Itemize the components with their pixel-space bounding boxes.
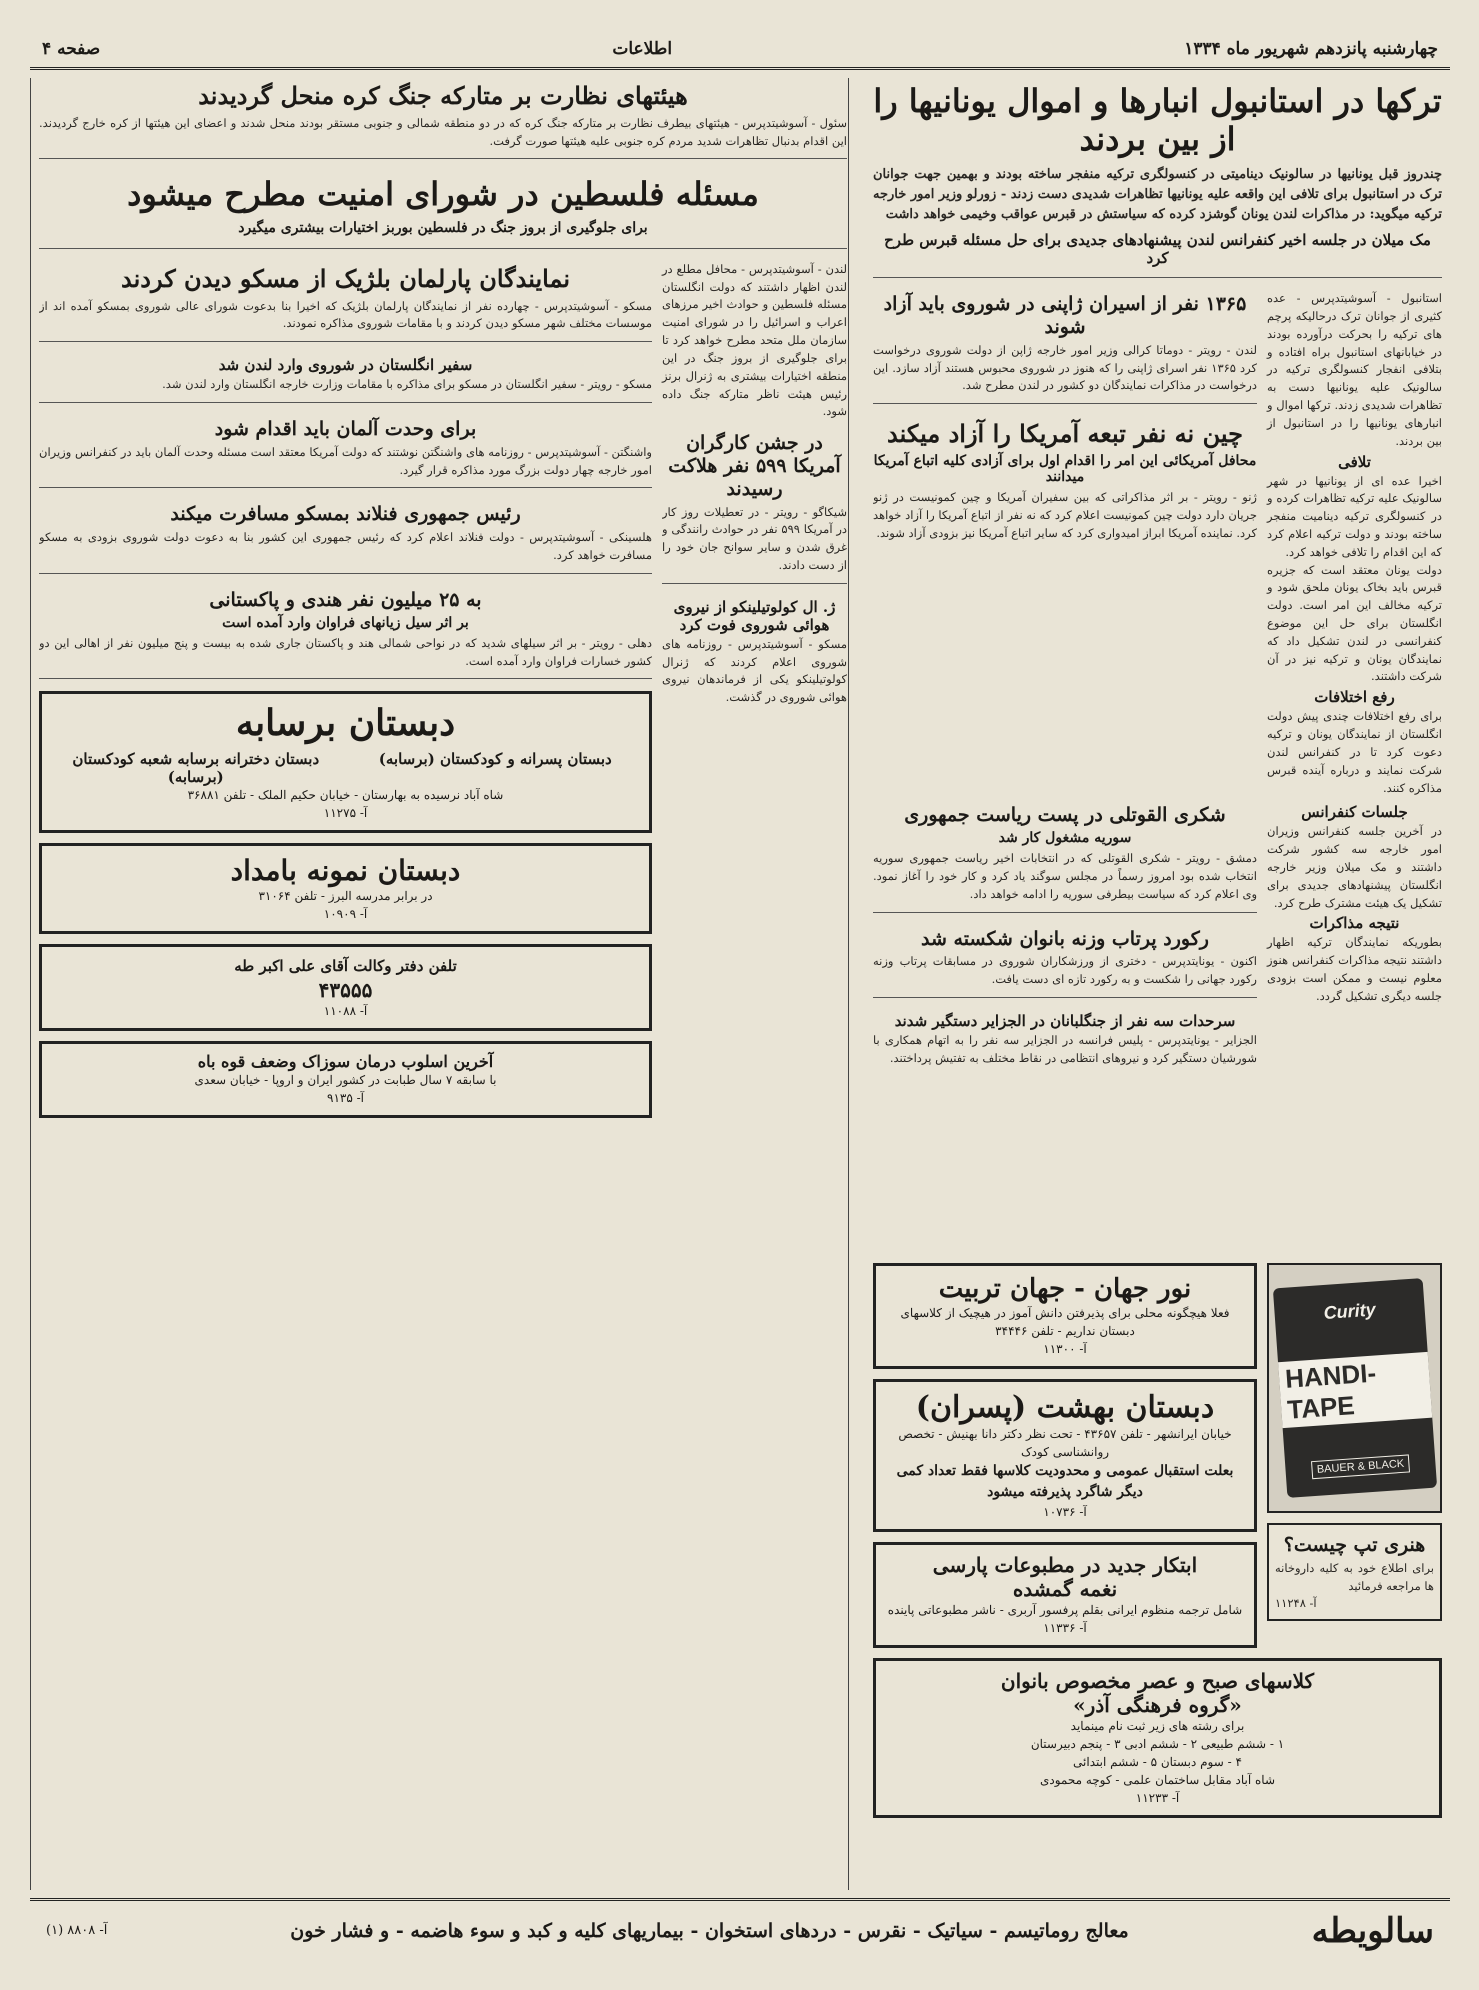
body: الجزایر - یونایتدپرس - پلیس فرانسه در الجزایر سه نفر را به اتهام همکاری با شورشیان دستگیر کرد و نیروهای انتظامی در نقاط مختلف به تفتیش پرداختند. xyxy=(873,1032,1257,1065)
ad-title: آخرین اسلوب درمان سوزاک وضعف قوه باه xyxy=(197,1051,494,1071)
result-body: بطوریکه نمایندگان ترکیه اظهار داشتند نتیجه مذاکرات کنفرانس هنوز معلوم نیست و ممکن است بزودی جلسه دیگری تشکیل گردد. xyxy=(1267,935,1442,1003)
body: مسکو - آسوشیتدپرس - چهارده نفر از نمایندگان پارلمان بلژیک که اخیرا بنا بدعوت شورای عالی شوروی بمسکو آمده اند از موسسات مختلف شهر مسکو دیدن کردند و با مقامات شوروی مذاکره نمودند. xyxy=(39,298,652,331)
headline: سرحدات سه نفر از جنگلبانان در الجزایر دستگیر شدند xyxy=(894,1011,1236,1030)
issue-date: چهارشنبه پانزدهم شهریور ماه ۱۳۳۴ xyxy=(1184,38,1438,59)
page-number: صفحه ۴ xyxy=(42,38,101,59)
resolve-body: برای رفع اختلافات چندی پیش دولت انگلستان از نمایندگان یونان و ترکیه دعوت کرد تا در کنفرانس لندن شرکت نمایند و درباره آینده قبرس مذاکره کنند. xyxy=(1267,709,1442,795)
headline: مسئله فلسطین در شورای امنیت مطرح میشود xyxy=(127,175,759,214)
headline: نمایندگان پارلمان بلژیک از مسکو دیدن کردند xyxy=(120,263,570,293)
body: اکنون - یونایتدپرس - دختری از ورزشکاران شوروی در مسابقات پرتاب وزنه رکورد جهانی را شکست و به رکورد تازه ای دست یافت. xyxy=(873,954,1257,987)
article-japan xyxy=(873,290,1257,404)
art-box xyxy=(1267,1523,1442,1621)
masthead xyxy=(30,30,1450,70)
article-turks xyxy=(873,78,1442,278)
lower-right xyxy=(873,801,1442,1087)
talafi-title: تلافی xyxy=(1338,452,1371,471)
ad-book xyxy=(873,1542,1257,1648)
body: مسکو - آسوشیتدپرس - روزنامه های شوروی اعلام کردند که ژنرال کولوتیلینکو یکی از فرماندهان نیروی هوائی شوروی در گذشت. xyxy=(662,636,847,705)
ad-code: آ- ۱۰۹۰۹ xyxy=(323,907,368,922)
ad-code: آ- ۱۱۰۸۸ xyxy=(323,1003,368,1018)
ad-behesht xyxy=(873,1379,1257,1532)
ad-subtitle: نغمه گمشده xyxy=(1012,1577,1118,1601)
headline: شکری القوتلی در پست ریاست جمهوری xyxy=(904,804,1226,827)
headline: برای وحدت آلمان باید اقدام شود xyxy=(214,418,477,441)
article-parliament xyxy=(39,261,652,342)
ad-text: تلفن دفتر وکالت آقای علی اکبر طه xyxy=(234,957,457,976)
art-code: آ- ۱۱۲۴۸ xyxy=(1275,1596,1317,1611)
cyprus-body: دولت یونان معتقد است که جزیره قبرس باید بخاک یونان ملحق شود و ترکیه مخالف این امر است. دولت انگلستان برای حل این موضوع کنفرانسی در لندن تشکیل داد که نمایندگان یونان و ترکیه نیز در آن شرکت داشتند. xyxy=(1267,562,1442,684)
handi-tape-ad xyxy=(1267,1263,1442,1513)
deck: محافل آمریکائی این امر را اقدام اول برای آزادی کلیه اتباع آمریکا میدانند xyxy=(873,453,1257,486)
ad-notice: بعلت استقبال عمومی و محدودیت کلاسها فقط تعداد کمی دیگر شاگرد پذیرفته میشود xyxy=(896,1463,1234,1500)
ad-title: کلاسهای صبح و عصر مخصوص بانوان xyxy=(1000,1669,1315,1693)
ad-title: دبستان بهشت (پسران) xyxy=(915,1390,1215,1425)
article-algeria xyxy=(873,1010,1257,1076)
headline: رکورد پرتاب وزنه بانوان شکسته شد xyxy=(921,927,1209,950)
ad-code: آ- ۱۱۳۰۰ xyxy=(1043,1342,1087,1356)
ad-text: فعلا هیچگونه محلی برای پذیرفتن دانش آموز در هیچیک از کلاسهای دبستان نداریم - تلفن ۳۴۴۴۶ xyxy=(900,1306,1230,1338)
left-columns xyxy=(39,261,847,1128)
body: دهلی - رویتر - بر اثر سیلهای شدید که در نواحی شمالی هند و پاکستان جاری شده به بیست و پنج میلیون نفر از اهالی این دو کشور خسارات فراوان وارد آمده است. xyxy=(39,635,652,668)
newspaper-page xyxy=(30,30,1450,1960)
article-ambassador xyxy=(39,354,652,403)
sub: سوریه مشغول کار شد xyxy=(998,830,1132,847)
ad-code: آ- ۱۱۲۳۳ xyxy=(1135,1791,1180,1805)
body: دمشق - رویتر - شکری القوتلی که در انتخابات اخیر ریاست جمهوری سوریه انتخاب شده بود امروز رسماً در مجلس سوگند یاد کرد و کار خود را آغاز نمود. وی اعلام کرد که سیاست بیطرفی سوریه را ادامه خواهد داد. xyxy=(873,851,1257,901)
headline: رئیس جمهوری فنلاند بمسکو مسافرت میکند xyxy=(170,503,521,526)
footer-brand: سالویطه xyxy=(1311,1910,1434,1951)
ad-text: شاه آباد نرسیده به بهارستان - خیابان حکیم الملک - تلفن ۳۶۸۸۱ xyxy=(187,788,504,803)
article-china xyxy=(873,416,1257,550)
tape-brand: Curity xyxy=(1322,1298,1376,1323)
ad-code: آ- ۹۱۳۵ xyxy=(327,1090,364,1105)
article-heli xyxy=(662,596,847,715)
palestine-body: لندن - آسوشیتدپرس - محافل مطلع در لندن اظهار داشتند که دولت انگلستان مسئله فلسطین و حوادث اخیر مرزهای اعراب و اسرائیل را در شورای امنیت سازمان ملل متحد مطرح خواهد کرد تا برای جلوگیری از بروز جنگ در این منطقه اختیارات بیشتری به ژنرال برنز رئیس هیئت ناظر متارکه جنگ داده شود. xyxy=(662,261,847,419)
body: استانبول - آسوشیتدپرس - عده کثیری از جوانان ترک درحالیکه پرچم های ترکیه را بحرکت درآورده بودند در خیابانهای استانبول براه افتاده و بتلافی انفجار کنسولگری ترکیه در سالونیک علیه یونانیها دست به تظاهرات شدیدی زدند. ترکها اموال و انبارهای یونانیها را در استانبول از بین بردند. xyxy=(1267,291,1442,448)
headline: در جشن کارگران آمریکا ۵۹۹ نفر هلاکت رسیدند xyxy=(668,432,841,500)
ad-title: ابتکار جدید در مطبوعات پارسی xyxy=(932,1553,1198,1577)
left-half xyxy=(30,78,855,1890)
art-ad xyxy=(1267,1263,1442,1658)
footer-items: معالج روماتیسم - سیاتیک - نقرس - دردهای استخوان - بیماریهای کلیه و کبد و سوء هاضمه - و فشار خون xyxy=(290,1919,1129,1942)
tape-maker: BAUER & BLACK xyxy=(1311,1454,1409,1479)
article-finland xyxy=(39,500,652,573)
article-floods xyxy=(39,586,652,679)
tape-box-image xyxy=(1272,1278,1436,1498)
body: لندن - رویتر - دوماتا کرالی وزیر امور خارجه ژاپن از دولت شوروی درخواست کرد ۱۳۶۵ نفر اسرای ژاپنی را که هنوز در شوروی محبوس هستند آزاد سازد. این درخواست در مذاکرات نمایندگان دو کشور در لندن مطرح شد. xyxy=(873,342,1257,393)
talafi-body: اخیرا عده ای از یونانیها در شهر سالونیک علیه ترکیه تظاهرات کرده و در کنسولگری ترکیه دینامیت منفجر ساخته بودند و دولت ترکیه اعلام کرد که این اقدام را تلافی خواهد کرد. xyxy=(1267,473,1442,559)
body: واشنگتن - آسوشیتدپرس - روزنامه های واشنگتن نوشتند که دولت آمریکا معتقد است مسئله وحدت آلمان باید در کنفرانس وزیران امور خارجه چهار دولت بزرگ مورد مذاکره قرار گیرد. xyxy=(39,444,652,477)
footer-ad xyxy=(30,1898,1450,1960)
footer-code: آ- ۸۸۰۸ (۱) xyxy=(46,1923,108,1938)
headline: ترکها در استانبول انبارها و اموال یونانیها را از بین بردند xyxy=(873,82,1442,159)
ad-item-3: شاه آباد مقابل ساختمان علمی - کوچه محمودی xyxy=(1039,1773,1276,1787)
article-palestine xyxy=(39,171,847,248)
ad-item-1: ۱ - ششم طبیعی ۲ - ششم ادبی ۳ - پنجم دبیرستان xyxy=(1030,1737,1285,1751)
tape-product: HANDI-TAPE xyxy=(1277,1351,1431,1427)
article-observers xyxy=(39,78,847,159)
deck: مک میلان در جلسه اخیر کنفرانس لندن پیشنهادهای جدیدی برای حل مسئله قبرس طرح کرد xyxy=(884,231,1431,268)
article-germany xyxy=(39,415,652,488)
lower-right-col xyxy=(1267,801,1442,1087)
japan-china-subcol xyxy=(873,290,1257,797)
article-weightlift xyxy=(873,925,1257,998)
ad-item-0: برای رشته های زیر ثبت نام مینماید xyxy=(1070,1719,1245,1733)
body: مسکو - رویتر - سفیر انگلستان در مسکو برای مذاکره با مقامات وزارت خارجه انگلستان وارد لندن شد. xyxy=(162,377,652,392)
ad-text: شامل ترجمه منظوم ایرانی بقلم پرفسور آربری - ناشر مطبوعاتی پاینده xyxy=(887,1603,1243,1617)
ad-title: دبستان نمونه بامداد xyxy=(230,854,461,888)
ad-nemoneh xyxy=(39,843,652,934)
ad-azar xyxy=(873,1658,1442,1818)
deck: برای جلوگیری از بروز جنگ در فلسطین بوربز اختیارات بیشتری میگیرد xyxy=(238,219,648,236)
ad-code: آ- ۱۱۲۷۵ xyxy=(323,806,368,821)
ad-text: در برابر مدرسه البرز - تلفن ۳۱۰۶۴ xyxy=(258,889,433,904)
article-us-workers xyxy=(662,429,847,584)
headline: به ۲۵ میلیون نفر هندی و پاکستانی xyxy=(209,588,482,611)
art-title: هنری تپ چیست؟ xyxy=(1283,1534,1426,1556)
lower-middle-col xyxy=(873,801,1257,1087)
result-title: نتیجه مذاکرات xyxy=(1309,914,1400,933)
ad-girls: دبستان دخترانه برسابه شعبه کودکستان (برسابه) xyxy=(72,750,320,787)
art-text: برای اطلاع خود به کلیه داروخانه ها مراجعه فرمائید xyxy=(1275,1560,1434,1593)
ad-branches xyxy=(50,750,641,786)
headline: سفیر انگلستان در شوروی وارد لندن شد xyxy=(218,356,473,375)
ad-title: نور جهان - جهان تربیت xyxy=(938,1274,1192,1304)
ad-text: خیابان ایرانشهر - تلفن ۴۳۶۵۷ - تحت نظر دکتر دانا بهنیش - تخصص روانشناسی کودک xyxy=(898,1427,1232,1459)
ad-subtitle: «گروه فرهنگی آذر» xyxy=(1073,1693,1242,1717)
ad-office xyxy=(39,944,652,1031)
turks-columns xyxy=(873,290,1442,797)
body: هلسینکی - آسوشیتدپرس - دولت فنلاند اعلام کرد که رئیس جمهوری این کشور بنا به دعوت دولت شوروی بزودی به مسکو مسافرت خواهد کرد. xyxy=(39,530,652,563)
ad-remedy xyxy=(39,1041,652,1118)
ads-row xyxy=(873,1263,1442,1658)
turks-subcol xyxy=(1267,290,1442,797)
body: ژنو - رویتر - بر اثر مذاکراتی که بین سفیران آمریکا و چین کمونیست در ژنو جریان دارد دولت چین کمونیست اعلام کرد که نه نفر از اتباع آمریکا را آزاد خواهد کرد. نماینده آمریکا ابراز امیدواری کرد که سایر اتباع آمریکا نیز بزودی آزاد شوند. xyxy=(873,490,1257,540)
ad-code: آ- ۱۰۷۳۶ xyxy=(1043,1505,1087,1519)
paper-name: اطلاعات xyxy=(612,38,673,59)
lead: چندروز قبل یونانیها در سالونیک دینامیتی در کنسولگری ترکیه منفجر ساخته بودند و بهمین جهت جوانان ترک در استانبول برای تلافی این واقعه علیه یونانیها تظاهرات شدیدی دست زدند - زورلو وزیر امور خارجه ترکیه میگوید: در مذاکرات لندن یونان گوشزد کرده که سیاستش در قبرس عواقب وخیمی خواهد داشت xyxy=(873,166,1442,223)
ad-noor xyxy=(873,1263,1257,1369)
ad-phone: ۴۳۵۵۵ xyxy=(318,977,373,1002)
world-col xyxy=(39,261,652,1128)
headline: ۱۳۶۵ نفر از اسیران ژاپنی در شوروی باید آزاد شوند xyxy=(883,293,1247,338)
body: سئول - آسوشیتدپرس - هیئتهای بیطرف نظارت بر متارکه جنگ کره که در دو منطقه شمالی و جنوبی مستقر بودند منحل شدند و اعضای این هیئتها از کره خارج گردیدند. این اقدام بدنبال تظاهرات شدید مردم کره جنوبی علیه هیئتها صورت گرفت. xyxy=(39,115,847,148)
ad-title: دبستان برسابه xyxy=(235,702,456,745)
right-lower-ads xyxy=(865,1263,1450,1890)
ad-code: آ- ۱۱۳۳۶ xyxy=(1043,1621,1087,1635)
headline: چین نه نفر تبعه آمریکا را آزاد میکند xyxy=(887,419,1243,449)
school-ads-col xyxy=(873,1263,1257,1658)
body: شیکاگو - رویتر - در تعطیلات روز کار در آمریکا ۵۹۹ نفر در حوادث رانندگی و غرق شدن و سایر سوانح جان خود را از دست دادند. xyxy=(662,504,847,572)
ad-barsabeh xyxy=(39,691,652,833)
ad-item-2: ۴ - سوم دبستان ۵ - ششم ابتدائی xyxy=(1073,1755,1242,1769)
sessions-body: در آخرین جلسه کنفرانس وزیران امور خارجه سه کشور شرکت داشتند و مک میلان وزیر خارجه انگلستان پیشنهادهای جدیدی برای تشکیل یک هیئت مشترک طرح کرد. xyxy=(1267,824,1442,910)
deck: بر اثر سیل زیانهای فراوان وارد آمده است xyxy=(222,614,469,631)
article-quwatli xyxy=(873,801,1257,912)
resolve-title: رفع اختلافات xyxy=(1314,688,1395,707)
ad-boys: دبستان پسرانه و کودکستان (برسابه) xyxy=(378,750,612,769)
ad-text: با سابقه ۷ سال طبابت در کشور ایران و اروپا - خیابان سعدی xyxy=(194,1072,497,1087)
columns xyxy=(30,78,1450,1890)
headline: هیئتهای نظارت بر متارکه جنگ کره منحل گردیدند xyxy=(198,81,688,110)
palestine-col xyxy=(662,261,847,1128)
headline: ژ. ال کولوتیلینکو از نیروی هوائی شوروی فوت کرد xyxy=(673,597,836,634)
sessions-title: جلسات کنفرانس xyxy=(1301,803,1408,822)
